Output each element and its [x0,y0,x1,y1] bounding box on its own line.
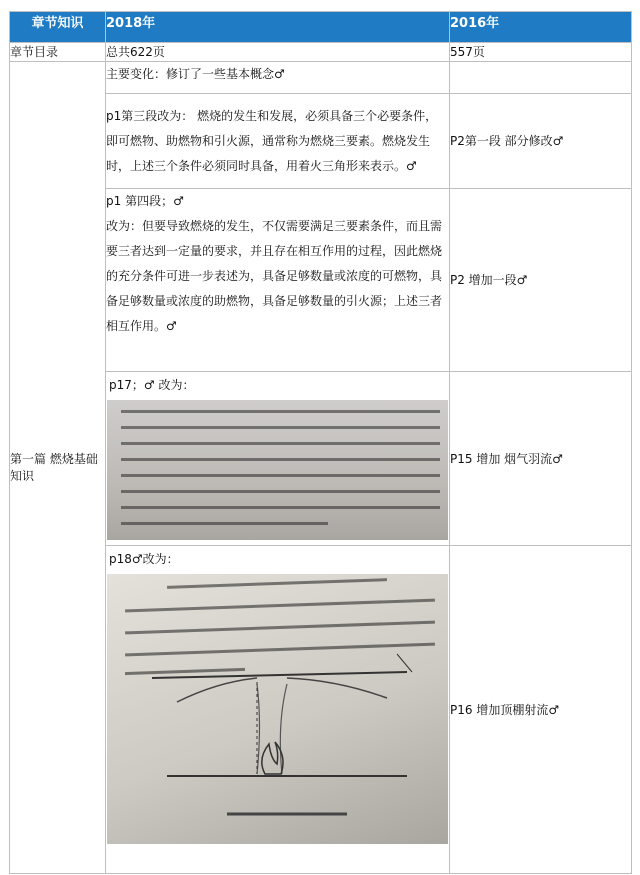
row3-2018 [106,189,450,372]
header-chapter: 章节知识 [10,12,106,43]
row1-2016 [450,62,632,94]
toc-label: 章节目录 [10,43,106,62]
row1-2018: 主要变化：修订了一些基本概念♂ [106,62,450,94]
row5-2016: P16 增加顶棚射流♂ [450,546,632,874]
smoke-plume-photo [107,400,448,540]
ceiling-jet-photo [107,574,448,844]
table-row [10,62,632,94]
row5-2018-text: p18♂改为： [109,552,179,566]
row2-2018: p1第三段改为： 燃烧的发生和发展，必须具备三个必要条件，即可燃物、助燃物和引火源，通常称为燃烧三要素。燃烧发生时，上述三个条件必须同时具备，用着火三角形来表示。♂ [106,94,450,189]
row4-2018-text: p17；♂ 改为： [109,378,195,392]
row3-2018-head: p1 第四段；♂ [106,194,184,208]
comparison-table [9,11,632,874]
row3-2016: P2 增加一段♂ [450,189,632,372]
table-row-toc [10,43,632,62]
header-row [10,12,632,43]
section-label: 第一篇 燃烧基础知识 [10,62,106,874]
row4-2018 [106,372,450,546]
row3-2018-body: 改为：但要导致燃烧的发生，不仅需要满足三要素条件，而且需要三者达到一定量的要求，并且存在相互作用的过程，因此燃烧的充分条件可进一步表述为，具备足够数量或浓度的可燃物，具备足够数量或浓度的助燃物，具备足够数量的引火源；上述三者相互作用。♂ [106,219,443,333]
header-2016: 2016年 [450,12,632,43]
toc-2016: 557页 [450,43,632,62]
header-2018: 2018年 [106,12,450,43]
ceiling-jet-diagram [107,574,448,844]
row2-2016: P2第一段 部分修改♂ [450,94,632,189]
row4-2016: P15 增加 烟气羽流♂ [450,372,632,546]
row5-2018 [106,546,450,874]
toc-2018: 总共622页 [106,43,450,62]
